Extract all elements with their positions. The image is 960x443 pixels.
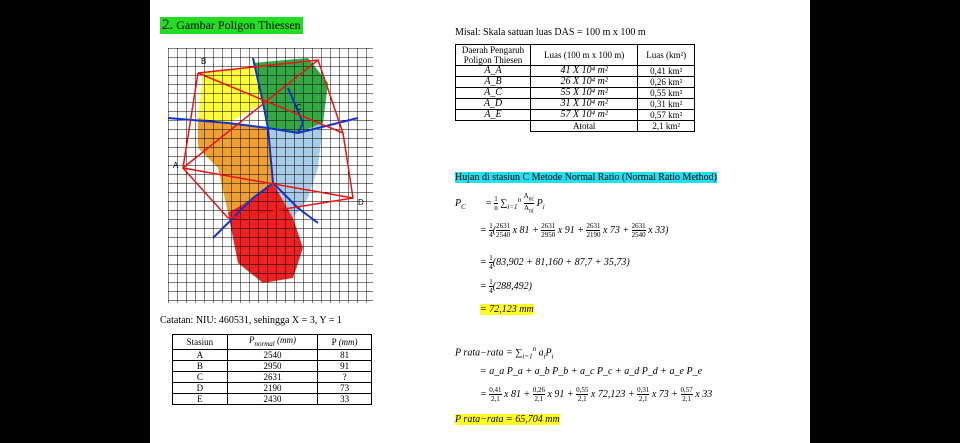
eq1-lhs [455, 198, 466, 211]
eq2-line1: = a_a P_a + a_b P_b + a_c P_c + a_d P_d + a_e P_e [480, 366, 703, 377]
table-cell: E [173, 393, 228, 404]
table-cell: 81 [318, 349, 372, 360]
table-total-row [456, 121, 695, 132]
table-cell [456, 121, 531, 132]
section-heading [160, 17, 303, 34]
table-cell: ? [318, 371, 372, 382]
eq2-result-text: P rata−rata = 65,704 mm [455, 414, 560, 425]
table-row [173, 393, 372, 404]
table-cell: 2190 [227, 382, 317, 393]
table-cell: 2430 [227, 393, 317, 404]
eq1-line2-text: (83,902 + 81,160 + 87,7 + 35,73) [492, 256, 630, 268]
niu-note: Catatan: NIU: 460531, sehingga X = 3, Y = 1 [160, 315, 342, 326]
table-row [173, 360, 372, 371]
table-cell: 31 X 10⁴ m² [531, 99, 638, 110]
table-cell: 55 X 10⁴ m² [531, 88, 638, 99]
area-table [455, 44, 695, 132]
eq1-lhs-symbol: P [455, 198, 462, 209]
table-row [456, 88, 695, 99]
table-row [456, 66, 695, 77]
table-cell: A_A [456, 66, 531, 77]
table-cell: 0,55 km² [638, 88, 695, 99]
table-cell: 0,26 km² [638, 77, 695, 88]
table-cell: A [173, 349, 228, 360]
table-cell: D [173, 382, 228, 393]
table-header-cell: $P_{normal}$ (mm) [227, 335, 317, 350]
table-cell: 41 X 10⁴ m² [531, 66, 638, 77]
table-cell: 33 [318, 393, 372, 404]
document-page [150, 0, 810, 443]
total-value: 2,1 km² [638, 121, 695, 132]
table-row [173, 349, 372, 360]
table-cell: 0,31 km² [638, 99, 695, 110]
table-header-cell: P (mm) [318, 335, 372, 350]
eq1-result-text: = 72,123 mm [480, 304, 534, 315]
eq1-lhs-sub: C [461, 203, 466, 211]
table-header-cell: Luas (100 m x 100 m) [531, 45, 638, 66]
eq1-substitution: = $\frac{1}{4}$ ( $\frac{2631}{2540}$ x 81 + $\frac{2631}{2950}$ x 91 + $\frac{2631}{2190}$ x 73 + $\frac{2631}{2540}$ x 33) [480, 222, 669, 239]
table-header-row [456, 45, 695, 66]
station-table [172, 334, 372, 405]
eq2-result [455, 414, 560, 425]
table-row [173, 371, 372, 382]
table-cell: 2631 [227, 371, 317, 382]
table-cell: 91 [318, 360, 372, 371]
table-cell: 2540 [227, 349, 317, 360]
eq2-substitution: = $\frac{0,41}{2,1}$ x 81 + $\frac{0,26}{2,1}$ x 91 + $\frac{0,55}{2,1}$ x 72,123 + $\frac{0,31}{2,1}$ x 73 + $\frac{0,57}{2,1}$ x 33 [480, 386, 713, 403]
eq1-line2: = $\frac{1}{4}$ (83,902 + 81,160 + 87,7 + 35,73) [480, 254, 630, 271]
table-header-cell: Daerah Pengaruh Poligon Thiesen [456, 45, 531, 66]
table-row [173, 382, 372, 393]
heading-number: 2. [162, 17, 174, 33]
table-cell: C [173, 371, 228, 382]
eq1-formula: = $\frac{1}{n}$ $\sum_{i=1}^n$ $\frac{A_{nc}}{A_{ni}}$ $P_i$ [485, 192, 545, 215]
table-header-cell: Stasiun [173, 335, 228, 350]
table-cell: 26 X 10⁴ m² [531, 77, 638, 88]
table-cell: 73 [318, 382, 372, 393]
eq1-line3-text: (288,492) [492, 280, 532, 292]
station-label-c: C [296, 103, 302, 112]
table-header-row [173, 335, 372, 350]
thiessen-polygon-map [168, 48, 373, 303]
scale-note: Misal: Skala satuan luas DAS = 100 m x 100 m [455, 27, 646, 38]
table-cell: 0,41 km² [638, 66, 695, 77]
eq1-line3: = $\frac{1}{4}$ (288,492) [480, 278, 532, 295]
total-label: Atotal [531, 121, 638, 132]
table-cell: A_B [456, 77, 531, 88]
station-label-d: D [358, 198, 364, 207]
eq2-lhs: P rata−rata [455, 347, 504, 359]
eq2-definition: P rata−rata = $\sum_{i=1}^n$ $a_iP_i$ [455, 345, 554, 361]
table-cell: 0,57 km² [638, 110, 695, 121]
table-row [456, 99, 695, 110]
eq1-result [480, 304, 534, 315]
method-title: Hujan di stasiun C Metode Normal Ratio (Normal Ratio Method) [455, 172, 717, 183]
table-row [456, 77, 695, 88]
table-cell: 57 X 10⁴ m² [531, 110, 638, 121]
station-label-a: A [173, 161, 179, 170]
station-label-b: B [201, 57, 207, 66]
table-cell: 2950 [227, 360, 317, 371]
table-cell: B [173, 360, 228, 371]
heading-text: Gambar Poligon Thiessen [176, 18, 301, 32]
table-row [456, 110, 695, 121]
table-cell: A_E [456, 110, 531, 121]
table-cell: A_C [456, 88, 531, 99]
table-header-cell: Luas (km²) [638, 45, 695, 66]
map-grid [168, 48, 373, 303]
table-cell: A_D [456, 99, 531, 110]
